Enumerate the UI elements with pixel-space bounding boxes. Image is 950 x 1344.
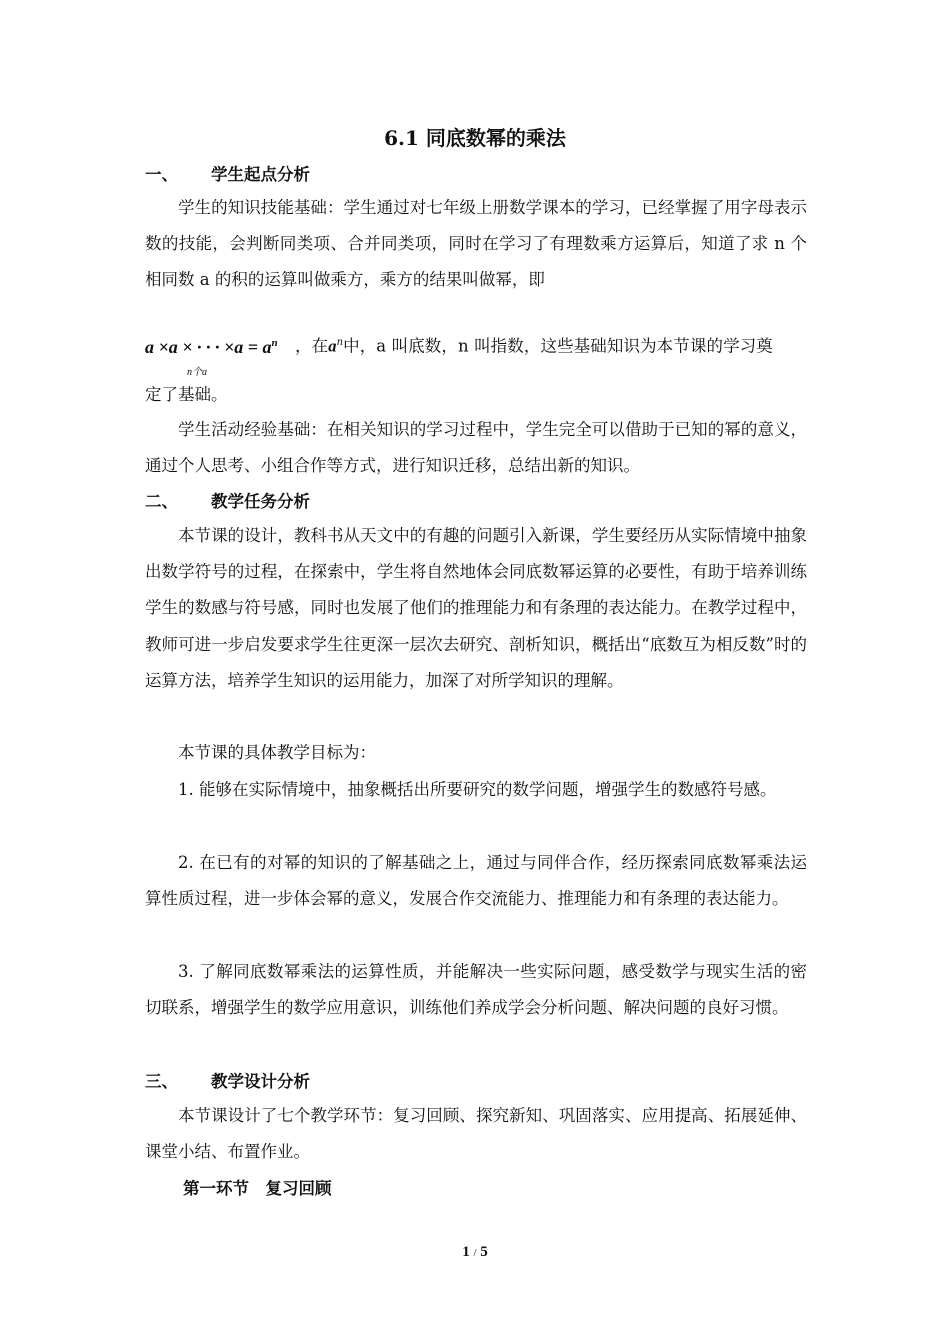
total-pages: 5 bbox=[480, 1244, 488, 1260]
section-title: 教学任务分析 bbox=[211, 492, 310, 511]
power-formula-line bbox=[145, 323, 807, 378]
section-number: 一、 bbox=[145, 165, 178, 184]
current-page: 1 bbox=[462, 1244, 470, 1260]
section-title: 教学设计分析 bbox=[211, 1072, 310, 1091]
section-title: 学生起点分析 bbox=[211, 165, 310, 184]
section-heading-2 bbox=[145, 490, 310, 514]
page-separator: / bbox=[473, 1247, 477, 1259]
document-title: 6.1 同底数幂的乘法 bbox=[384, 126, 566, 150]
paragraph: 定了基础。 bbox=[145, 385, 228, 404]
power-formula: a ×a × · · · $\times a = a^n$ bbox=[145, 337, 278, 357]
goal-item-2: 2. 在已有的对幂的知识的了解基础之上，通过与同伴合作，经历探索同底数幂乘法运算性质过程，进一步体会幂的意义，发展合作交流能力、推理能力和有条理的表达能力。 bbox=[145, 853, 807, 909]
formula-underbrace-label: n个a bbox=[187, 367, 207, 378]
section-number: 三、 bbox=[145, 1072, 178, 1091]
section-heading-1 bbox=[145, 163, 310, 187]
section-number: 二、 bbox=[145, 492, 178, 511]
paragraph: 本节课的具体教学目标为： bbox=[178, 743, 376, 762]
stage-heading: 第一环节 复习回顾 bbox=[183, 1179, 332, 1198]
paragraph: 学生活动经验基础：在相关知识的学习过程中，学生完全可以借助于已知的幂的意义，通过个人思考、小组合作等方式，进行知识迁移，总结出新的知识。 bbox=[145, 420, 807, 476]
page-number bbox=[0, 1244, 950, 1261]
paragraph: 学生的知识技能基础：学生通过对七年级上册数学课本的学习，已经掌握了用字母表示数的技能，会判断同类项、合并同类项，同时在学习了有理数乘方运算后，知道了求 n 个相同数 a 的积的运算叫做乘方，乘方的结果叫做幂，即 bbox=[145, 198, 807, 290]
goal-item-3: 3. 了解同底数幂乘法的运算性质，并能解决一些实际问题，感受数学与现实生活的密切联系，增强学生的数学应用意识，训练他们养成学会分析问题、解决问题的良好习惯。 bbox=[145, 962, 807, 1018]
goal-item-1: 1. 能够在实际情境中，抽象概括出所要研究的数学问题，增强学生的数感符号感。 bbox=[178, 780, 777, 799]
paragraph: 本节课的设计，教科书从天文中的有趣的问题引入新课，学生要经历从实际情境中抽象出数学符号的过程，在探索中，学生将自然地体会同底数幂运算的必要性，有助于培养训练学生的数感与符号感，同时也发展了他们的推理能力和有条理的表达能力。在教学过程中，教师可进一步启发要求学生往更深一层次去研究、剖析知识，概括出“底数互为相反数”时的运算方法，培养学生知识的运用能力，加深了对所学知识的理解。 bbox=[145, 526, 807, 690]
section-heading-3 bbox=[145, 1070, 310, 1094]
paragraph: 本节课设计了七个教学环节：复习回顾、探究新知、巩固落实、应用提高、拓展延伸、课堂小结、布置作业。 bbox=[145, 1106, 807, 1162]
formula-explanation: ，在$a^n$中，a 叫底数，n 叫指数，这些基础知识为本节课的学习奠 bbox=[295, 336, 773, 356]
